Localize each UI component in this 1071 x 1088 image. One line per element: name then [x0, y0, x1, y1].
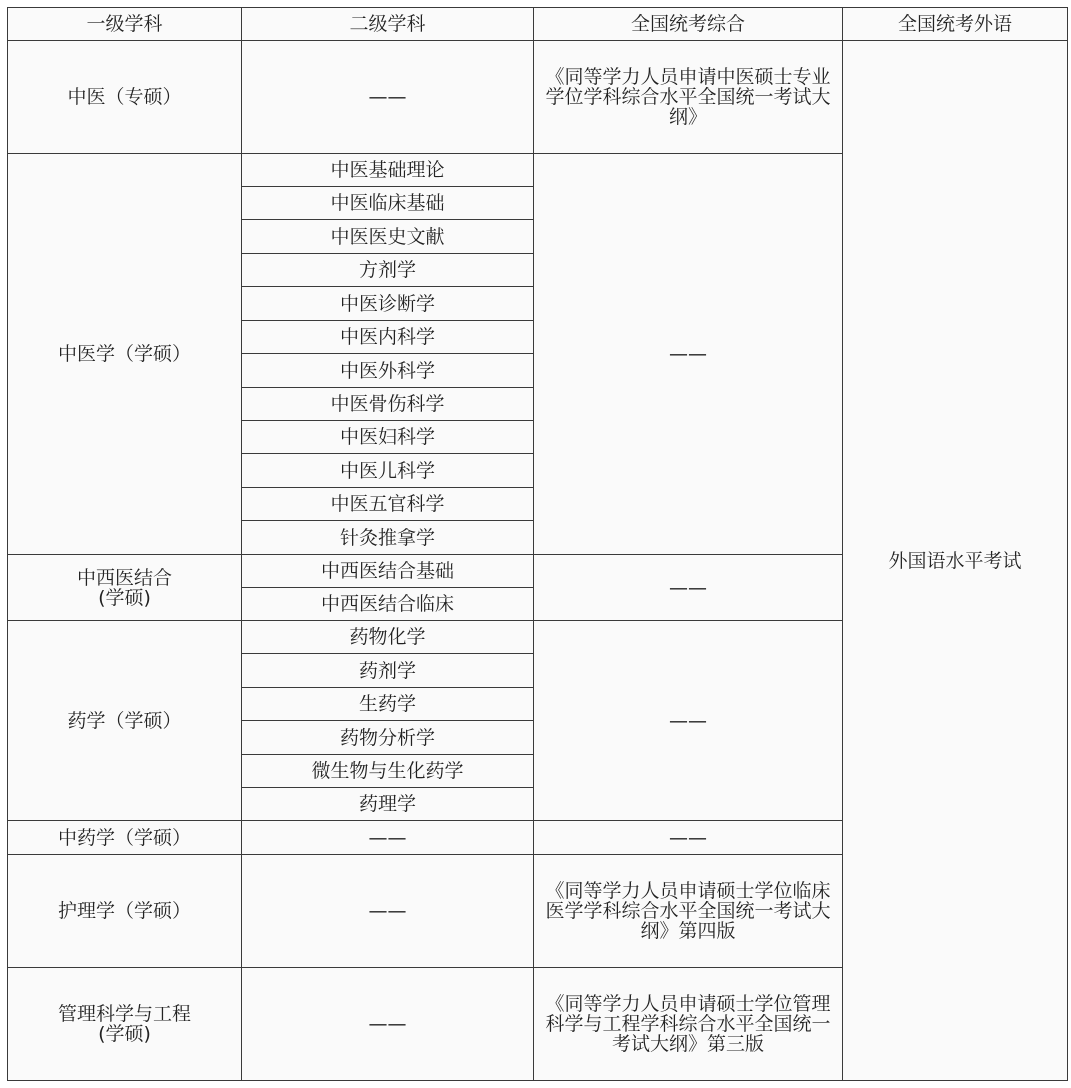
level2-cell: —— — [242, 821, 534, 855]
header-comprehensive-exam: 全国统考综合 — [534, 8, 843, 41]
level2-cell: 中医基础理论 — [242, 154, 534, 187]
level1-cell: 药学（学硕） — [8, 621, 242, 821]
exam-cell: —— — [534, 621, 843, 821]
level1-line: 中西医结合 — [76, 566, 172, 589]
level2-cell: 中医诊断学 — [242, 287, 534, 321]
level1-line: (学硕) — [98, 1023, 151, 1045]
exam-cell: —— — [534, 821, 843, 855]
level1-line: 管理科学与工程 — [57, 1003, 191, 1025]
level2-cell: 中医儿科学 — [242, 454, 534, 488]
level2-cell: 微生物与生化药学 — [242, 755, 534, 788]
level1-cell: 中医（专硕） — [8, 41, 242, 154]
level2-cell: —— — [242, 968, 534, 1081]
exam-cell: —— — [534, 555, 843, 621]
level1-cell: 中药学（学硕） — [8, 821, 242, 855]
header-foreign-language-exam: 全国统考外语 — [843, 8, 1068, 41]
level2-cell: 中医妇科学 — [242, 421, 534, 454]
exam-cell: 《同等学力人员申请硕士学位管理科学与工程学科综合水平全国统一考试大纲》第三版 — [534, 968, 843, 1081]
exam-cell: 《同等学力人员申请硕士学位临床医学学科综合水平全国统一考试大纲》第四版 — [534, 855, 843, 968]
table-row — [8, 41, 1068, 154]
header-row — [8, 8, 1068, 41]
level2-cell: 中西医结合临床 — [242, 588, 534, 621]
level2-cell: 药理学 — [242, 788, 534, 821]
level2-cell: 中医骨伤科学 — [242, 388, 534, 421]
level2-cell: 生药学 — [242, 688, 534, 721]
level1-cell: 中医学（学硕） — [8, 154, 242, 555]
level2-cell: 中医临床基础 — [242, 187, 534, 220]
level2-cell: —— — [242, 855, 534, 968]
level2-cell: 针灸推拿学 — [242, 521, 534, 555]
foreign-language-exam-cell: 外国语水平考试 — [843, 41, 1068, 1081]
level2-cell: 中医外科学 — [242, 354, 534, 388]
exam-cell: —— — [534, 154, 843, 555]
level2-cell: 中医内科学 — [242, 321, 534, 354]
header-level2: 二级学科 — [242, 8, 534, 41]
level2-cell: 药物分析学 — [242, 721, 534, 755]
exam-cell: 《同等学力人员申请中医硕士专业学位学科综合水平全国统一考试大纲》 — [534, 41, 843, 154]
header-level1: 一级学科 — [8, 8, 242, 41]
level2-cell: 方剂学 — [242, 254, 534, 287]
level1-cell: 护理学（学硕） — [8, 855, 242, 968]
level1-cell — [8, 968, 242, 1081]
level2-cell: 中医五官科学 — [242, 488, 534, 521]
level1-line: (学硕) — [98, 586, 151, 609]
level2-cell: —— — [242, 41, 534, 154]
exam-subject-table — [7, 7, 1068, 1081]
level2-cell: 药剂学 — [242, 654, 534, 688]
level2-cell: 中医医史文献 — [242, 220, 534, 254]
level2-cell: 药物化学 — [242, 621, 534, 654]
level2-cell: 中西医结合基础 — [242, 555, 534, 588]
level1-cell — [8, 555, 242, 621]
